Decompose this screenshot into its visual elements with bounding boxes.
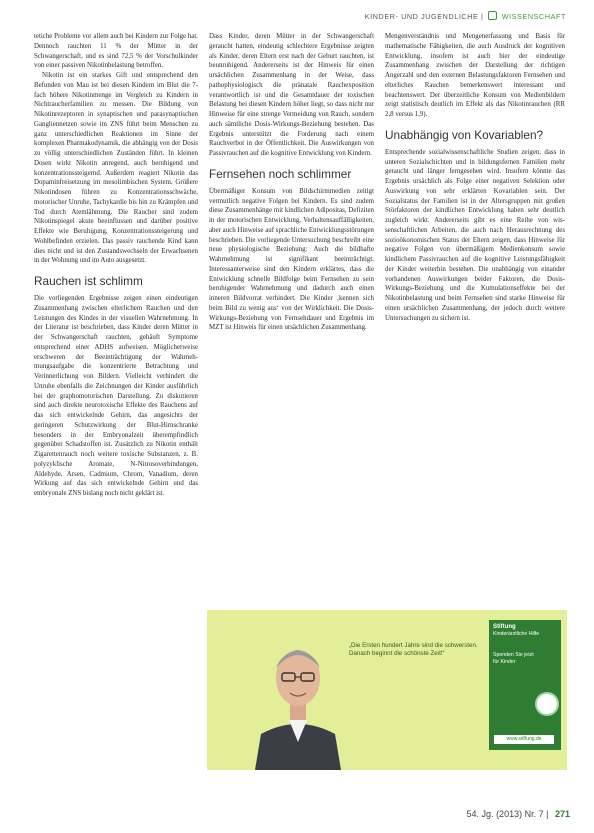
header-department: WISSENSCHAFT xyxy=(501,12,566,21)
ad-line: für Kinder xyxy=(493,659,516,665)
section-heading: Unabhängig von Kovariablen? xyxy=(385,127,544,142)
paragraph: Mengenverständnis und Mengenerfassung und Basis für mathematische Fähigkeiten, die auch Ausdruck der kognitiven Entwicklung, insofern ist auch hier der eindeutige Zusammenhang zwischen der Darstellung der richtigen Angerzahl und den externen Belastungsfaktoren Fernsehen und elterliches Rauchen bemerkenswert interessant und beachtenswert. Der überzeitliche Konsum von Medienbildern zeigt statistisch deutlich im Effekt als das Nikotinrauchen (RR 2,8 versus 1,9). xyxy=(385,33,565,118)
page-number: 271 xyxy=(554,809,570,819)
ad-brand-sub: Kinderärztliche Hilfe xyxy=(493,631,540,637)
journal-logo-icon xyxy=(488,11,497,20)
paragraph: Nikotin ist ein starkes Gift und entsprechend den Befunden von Mau ist bei diesen Kindern im Blut die 7-fach höhere Nikotinmenge im Vergleich zu Kindern in Nichtraucherfamilien zu messen. Die Bildung von Nikotinrezeptoren in synaptischen und parasynaptischen Gangliennetzen sowie im ZNS führt beim Menschen zu ganz unterschiedlichen Reaktionen im Sinne der komplexen Pharmakodynamik, die abhängig von der Dosis zu völlig unterschiedlichen Zuständen führt. In kleinen Dosen wirkt Nikotin anregend, auch beruhigend und konzentrationssteigernd. Außerdem reagiert Nikotin das Dopaminfreisetzung im mesolimbischen System. Größere Nikotindosen führen zu Konzentrationsschwäche, motorischer Unruhe, Tachykardie bis hin zu Krämpfen und Tod durch Atemlähmung. Die Raucher sind zudem Nikotinspiegel akute beeinflussen und darüber positive Effekte wie Beruhigung, Konzentrationssteigerung und Wohlbefinden erzielen. Das passiv rauchende Kind kann dies nicht und ist den Zustandswechseln der Erwachsenen in der Wohnung und im Auto ausgesetzt. xyxy=(34,72,198,265)
ad-brand: Stiftung xyxy=(493,624,516,630)
issue-info: 54. Jg. (2013) Nr. 7 xyxy=(466,809,544,819)
text-column-3 xyxy=(385,32,565,323)
section-heading: Rauchen ist schlimm xyxy=(34,274,143,288)
paragraph: tetiche Probleme vor allem auch bei Kindern zur Folge hat. Dennoch rauchten 11 % der Mütter in der Schwangerschaft, und es sind 72,5 % der Vorschulkinder von einer passiven Nikotinbelastung betroffen. xyxy=(34,33,198,70)
ad-quote: „Die Ersten hundert Jahre sind die schwersten. Danach beginnt die schönste Zeit!“ xyxy=(349,642,478,657)
page-footer xyxy=(467,809,570,819)
text-column-1 xyxy=(34,32,198,499)
footer-separator: | xyxy=(546,809,549,819)
running-header xyxy=(365,11,566,21)
paragraph: Entsprechende sozialwissenschaftliche Studien zeigen, dass in unteren Sozialschichten und in bildungsfernen Familien mehr geraucht und länger ferngesehen wird. Insofern könnte das Ergebnis ursächlich als Folge einer negativen Selektion oder Auswirkung von sehr erklärten Kovariablen sein. Der Sozialstatus der Familien ist in der Altersgruppen mit großen Störfaktoren der kindlichen Entwicklung haben sehr deutlich zugleich wirkt. Andererseits gibt es eine Reihe von wissenschaftlichen Arbeiten, die auch nach Herausrechnung des sozioökonomischen Status der Eltern zeigen, dass Hinweise für negative Folgen von übermäßigem Medienkonsum sowie kindlichem Passivrauchen auf die kognitive Leistungsfähigkeit der Kinder weiterhin bestehen. Die unabhängig von einander vorhandenen Auswirkungen beider Faktoren, die Dosis-Wirkungs-Beziehung und die Kumulationseffekte bei der Nikotinbelastung und beim Fernsehen sind starke Hinweise für einen ursächlichen Zusammenhang, der jedoch durch weitere Untersuchungen zu sichern ist. xyxy=(385,148,565,322)
ad-link-button[interactable]: www.stiftung.de xyxy=(494,735,554,744)
paragraph: Übermäßiger Konsum von Bildschirmmedien zeitigt vermutlich negative Folgen bei Kindern. Es sind zudem diese Zusammenhänge mit kindlichen Adipositas, Defiziten in der motorischen Entwicklung, Verhaltensauffälligkeiten, aber auch Hinweise auf sprachliche Entwicklungsstörungen beschrieben. Die vorliegende Untersuchung beschreibt eine neue physiologische Beziehung: Auch die bildhafte Wahrnehmung ist signifikant beeinträchtigt. Interessanterweise sind den Kindern erklärtes, dass die Entwicklung schnelle Bildfolge beim Fernsehen zu sein beruhigender Wahrnehmung und dadurch auch einen inneren Bildvorrat verhindert. Die Kinder ‚kennen sich beim Bild zu wenig aus‘ von der Wirklichkeit. Die Dosis-Wirkungs-Beziehung von Fernsehdauer und Ergebnis im MZT ist Hinweis für einen ursächlichen Zusammenhang. xyxy=(209,187,374,332)
header-separator: | xyxy=(481,12,484,21)
header-section: KINDER- UND JUGENDLICHE xyxy=(364,12,479,21)
portrait-photo xyxy=(253,616,343,770)
paragraph: Dass Kinder, deren Mütter in der Schwangerschaft geraucht hatten, eindeutig schlechtere Ergebnisse zeigten als Kinder, deren Eltern erst nach der Geburt rauchten, ist beunruhigend. Andererseits ist der Hinweis für einen ursächlichen Zusammenhang in der Weise, dass pathophysiologisch die pränatale Rauchexposition verantwortlich ist und die Gesamtdauer der toxischen Belastung bei diesen Kindern höher liegt, so dass nicht nur Hinweise für eine strenge Vermeidung von Rauch, sondern auch sämtliche Dosis-Wirkungs-Beziehung bestehen. Das Ergebnis unterstützt die Forderung nach einem Rauchverbot in der Öffentlichkeit. Die Auswirkungen von Passivrauchen auf die kognitive Entwicklung von Kindern. xyxy=(209,33,374,157)
text-column-2 xyxy=(209,32,374,333)
section-heading: Fernsehen noch schlimmer xyxy=(209,166,352,181)
paragraph: Die vorliegenden Ergebnisse zeigen einen eindeutigen Zusammenhang zwischen elterlichem Rauchen und den Leistungen des Kindes in der visuellen Wahrnehmung. In der Literatur ist beschrieben, dass Kinder deren Mütter in der Schwangerschaft rauchten, gehäuft Symptome entsprechend einer ADHS aufweisen. Möglicherweise erschweren der Beeinträchtigung der Wahrnehmungsaufgabe die konzentrierte Betrachtung und Verinnerlichung von Bildern. Vielleicht verhindert die Unruhe ebenfalls die Zeichnungen der Kinder ausführlich bei der graphomotorischen Darstellung. Zu diskutieren sind auch direkte neurotoxische Effekte des Rauchens auf das sich entwickelnde Gehirn, das angesichts der geringeren Schutzwirkung der Blut-Hirnschranke besonders in der Embryonalzeit überempfindlich gegenüber Schadstoffen ist. Zusätzlich zu Nikotin enthält Zigarettenrauch noch weitere toxische Substanzen, z. B. polyzyklische Aromate, N-Nitrosoverbindungen, Aldehyde, Arsen, Cadmium, Chrom, Vanadium, deren Wirkung auf das sich entwickelnde Gehirn und das embryonale ZNS bislang noch nicht geklärt ist. xyxy=(34,295,198,497)
ad-line: Spenden Sie jetzt xyxy=(493,652,534,658)
advertisement[interactable] xyxy=(207,610,567,770)
ad-panel xyxy=(489,620,561,750)
seal-icon xyxy=(535,692,559,716)
